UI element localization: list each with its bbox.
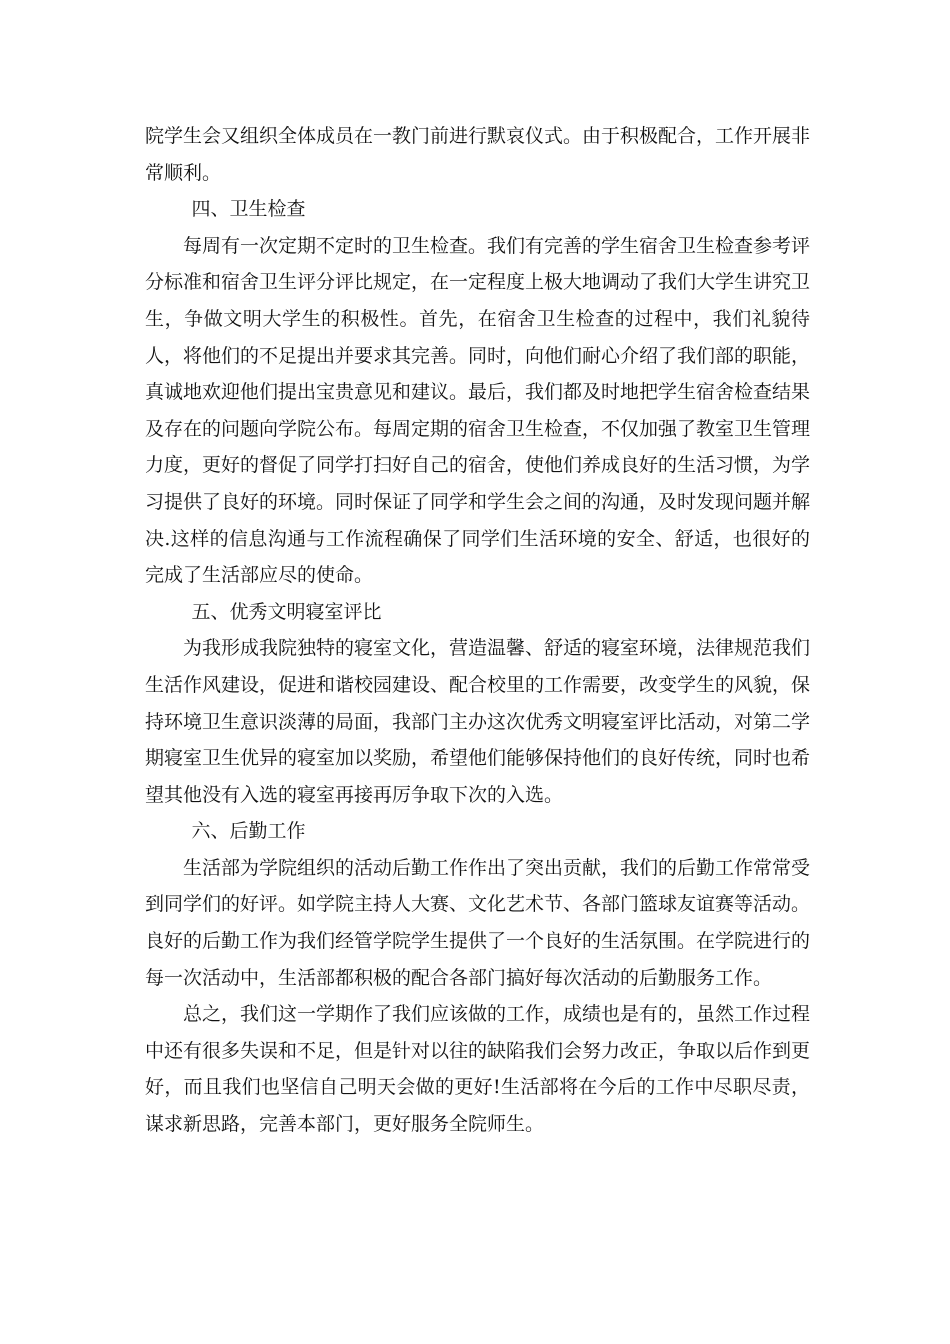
document-body [145,118,810,1143]
section-heading-logistics: 六、后勤工作 [191,820,306,843]
section-heading-hygiene-inspection: 四、卫生检查 [191,198,306,221]
conclusion-paragraph: 总之，我们这一学期作了我们应该做的工作，成绩也是有的，虽然工作过程中还有很多失误和不足，但是针对以往的缺陷我们会努力改正，争取以后作到更好，而且我们也坚信自己明天会做的更好!生活部将在今后的工作中尽职尽责，谋求新思路，完善本部门，更好服务全院师生。 [145,1003,811,1136]
section-body-dorm-evaluation: 为我形成我院独特的寝室文化，营造温馨、舒适的寝室环境，法律规范我们生活作风建设，促进和谐校园建设、配合校里的工作需要，改变学生的风貌，保持环境卫生意识淡薄的局面，我部门主办这次优秀文明寝室评比活动，对第二学期寝室卫生优异的寝室加以奖励，希望他们能够保持他们的良好传统，同时也希望其他没有入选的寝室再接再厉争取下次的入选。 [145,637,811,806]
continuation-paragraph: 院学生会又组织全体成员在一教门前进行默哀仪式。由于积极配合，工作开展非常顺利。 [145,125,811,184]
section-body-logistics: 生活部为学院组织的活动后勤工作作出了突出贡献，我们的后勤工作常常受到同学们的好评。如学院主持人大赛、文化艺术节、各部门篮球友谊赛等活动。良好的后勤工作为我们经管学院学生提供了一个良好的生活氛围。在学院进行的每一次活动中，生活部都积极的配合各部门搞好每次活动的后勤服务工作。 [145,856,811,989]
section-body-hygiene-inspection: 每周有一次定期不定时的卫生检查。我们有完善的学生宿舍卫生检查参考评分标准和宿舍卫生评分评比规定，在一定程度上极大地调动了我们大学生讲究卫生，争做文明大学生的积极性。首先，在宿舍卫生检查的过程中，我们礼貌待人，将他们的不足提出并要求其完善。同时，向他们耐心介绍了我们部的职能，真诚地欢迎他们提出宝贵意见和建议。最后，我们都及时地把学生宿舍检查结果及存在的问题向学院公布。每周定期的宿舍卫生检查，不仅加强了教室卫生管理力度，更好的督促了同学打扫好自己的宿舍，使他们养成良好的生活习惯，为学习提供了良好的环境。同时保证了同学和学生会之间的沟通，及时发现问题并解决.这样的信息沟通与工作流程确保了同学们生活环境的安全、舒适，也很好的完成了生活部应尽的使命。 [145,234,811,587]
section-heading-dorm-evaluation: 五、优秀文明寝室评比 [191,600,382,623]
